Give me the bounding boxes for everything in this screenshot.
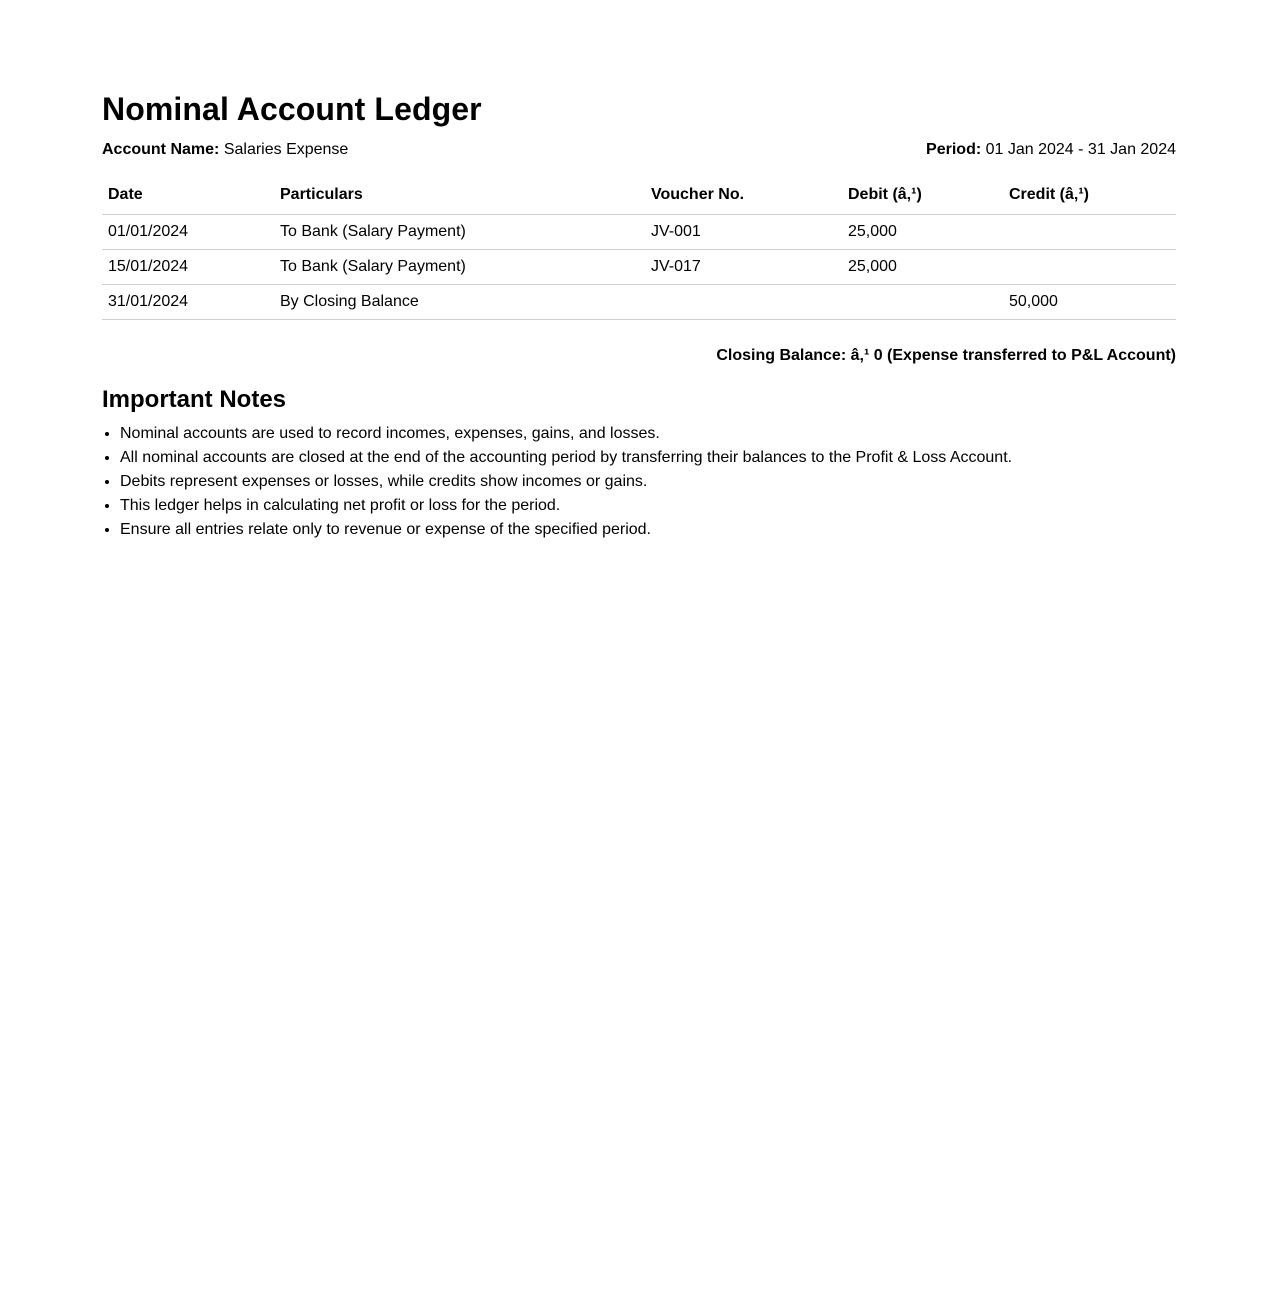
page-title: Nominal Account Ledger (102, 91, 482, 127)
cell-particulars: By Closing Balance (274, 285, 645, 320)
list-item: • Ensure all entries relate only to revenue or expense of the specified period. (120, 518, 1176, 542)
list-item: • This ledger helps in calculating net profit or loss for the period. (120, 494, 1176, 518)
cell-debit: 25,000 (842, 250, 1003, 285)
cell-debit (842, 285, 1003, 320)
notes-heading: Important Notes (102, 386, 287, 413)
period-value: 01 Jan 2024 - 31 Jan 2024 (985, 141, 1176, 158)
notes-list (102, 422, 1176, 542)
cell-date: 15/01/2024 (102, 250, 274, 285)
table-row (102, 285, 1176, 320)
list-item: • Nominal accounts are used to record incomes, expenses, gains, and losses. (120, 422, 1176, 446)
cell-date: 01/01/2024 (102, 215, 274, 250)
ledger-meta (102, 140, 1176, 160)
account-name (102, 140, 348, 160)
header-debit: Debit (â‚¹) (842, 178, 1003, 215)
cell-credit: 50,000 (1003, 285, 1176, 320)
cell-debit: 25,000 (842, 215, 1003, 250)
cell-particulars: To Bank (Salary Payment) (274, 215, 645, 250)
table-row (102, 250, 1176, 285)
table-header-row (102, 178, 1176, 215)
cell-date: 31/01/2024 (102, 285, 274, 320)
closing-balance: Closing Balance: â‚¹ 0 (Expense transferred to P&L Account) (716, 347, 1176, 364)
ledger-table (102, 178, 1176, 320)
period (926, 140, 1176, 160)
list-item: • Debits represent expenses or losses, while credits show incomes or gains. (120, 470, 1176, 494)
cell-particulars: To Bank (Salary Payment) (274, 250, 645, 285)
table-row (102, 215, 1176, 250)
ledger-page (102, 0, 1176, 542)
period-label: Period: (926, 141, 982, 158)
header-particulars: Particulars (274, 178, 645, 215)
header-voucher: Voucher No. (645, 178, 842, 215)
header-credit: Credit (â‚¹) (1003, 178, 1176, 215)
account-name-value: Salaries Expense (223, 141, 349, 158)
account-name-label: Account Name: (102, 141, 220, 158)
cell-voucher: JV-001 (645, 215, 842, 250)
cell-credit (1003, 250, 1176, 285)
cell-voucher (645, 285, 842, 320)
cell-voucher: JV-017 (645, 250, 842, 285)
cell-credit (1003, 215, 1176, 250)
header-date: Date (102, 178, 274, 215)
list-item: • All nominal accounts are closed at the end of the accounting period by transferring their balances to the Profit & Loss Account. (120, 446, 1176, 470)
